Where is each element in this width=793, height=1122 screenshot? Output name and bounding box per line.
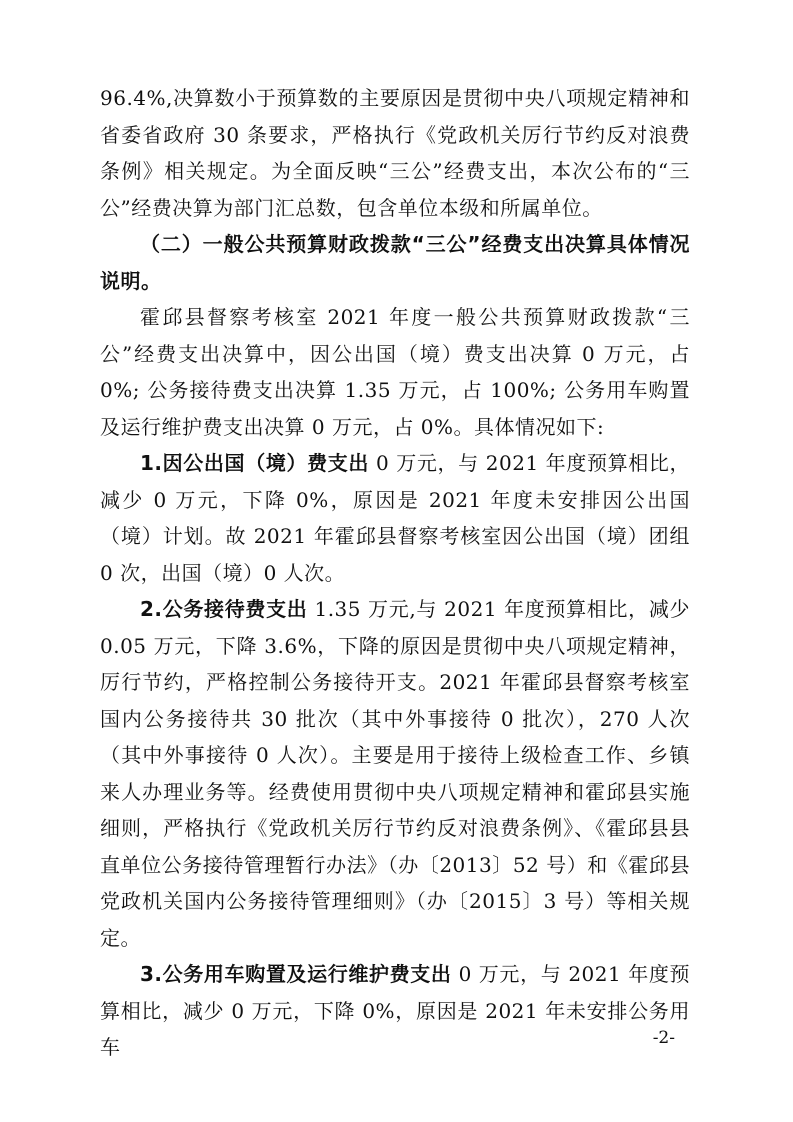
item-3-body: 0 万元，与 2021 年度预算相比，减少 0 万元，下降 0%，原因是 2021 年未安排公务用车 (100, 962, 690, 1059)
paragraph-item-2 (100, 591, 690, 956)
item-1-body: 0 万元，与 2021 年度预算相比，减少 0 万元，下降 0%，原因是 2021 年度未安排因公出国（境）计划。故 2021 年霍邱县督察考核室因公出国（境）团组 0 次，出国（境）0 人次。 (100, 451, 691, 585)
item-2-body: 1.35 万元,与 2021 年度预算相比，减少 0.05 万元，下降 3.6%，下降的原因是贯彻中央八项规定精神，厉行节约，严格控制公务接待开支。2021 年霍邱县督察考核室国内公务接待共 30 批次（其中外事接待 0 批次），270 人次（其中外事接待 0 人次）。主要是用于接待上级检查工作、乡镇来人办理业务等。经费使用贯彻中央八项规定精神和霍邱县实施细则，严格执行《党政机关厉行节约反对浪费条例》、《霍邱县县直单位公务接待管理暂行办法》（办〔2013〕52 号）和《霍邱县党政机关国内公务接待管理细则》（办〔2015〕3 号）等相关规定。 (100, 597, 690, 950)
paragraph-item-3 (100, 956, 690, 1066)
paragraph-overview: 霍邱县督察考核室 2021 年度一般公共预算财政拨款“三公”经费支出决算中，因公出国（境）费支出决算 0 万元，占 0%; 公务接待费支出决算 1.35 万元，占 100%; 公务用车购置及运行维护费支出决算 0 万元，占 0%。具体情况如下: (100, 305, 690, 439)
page-number: -2- (652, 1028, 675, 1048)
document-page (100, 80, 690, 1066)
item-3-title: 3.公务用车购置及运行维护费支出 (140, 962, 452, 986)
item-2-title: 2.公务接待费支出 (140, 597, 308, 621)
paragraph-summary: 96.4%,决算数小于预算数的主要原因是贯彻中央八项规定精神和省委省政府 30 条要求，严格执行《党政机关厉行节约反对浪费条例》相关规定。为全面反映“三公”经费支出，本次公布的“三公”经费决算为部门汇总数，包含单位本级和所属单位。 (100, 86, 690, 220)
item-1-title: 1.因公出国（境）费支出 (140, 451, 370, 475)
paragraph-item-1 (100, 445, 690, 591)
section-heading-2: （二）一般公共预算财政拨款“三公”经费支出决算具体情况说明。 (100, 232, 690, 293)
